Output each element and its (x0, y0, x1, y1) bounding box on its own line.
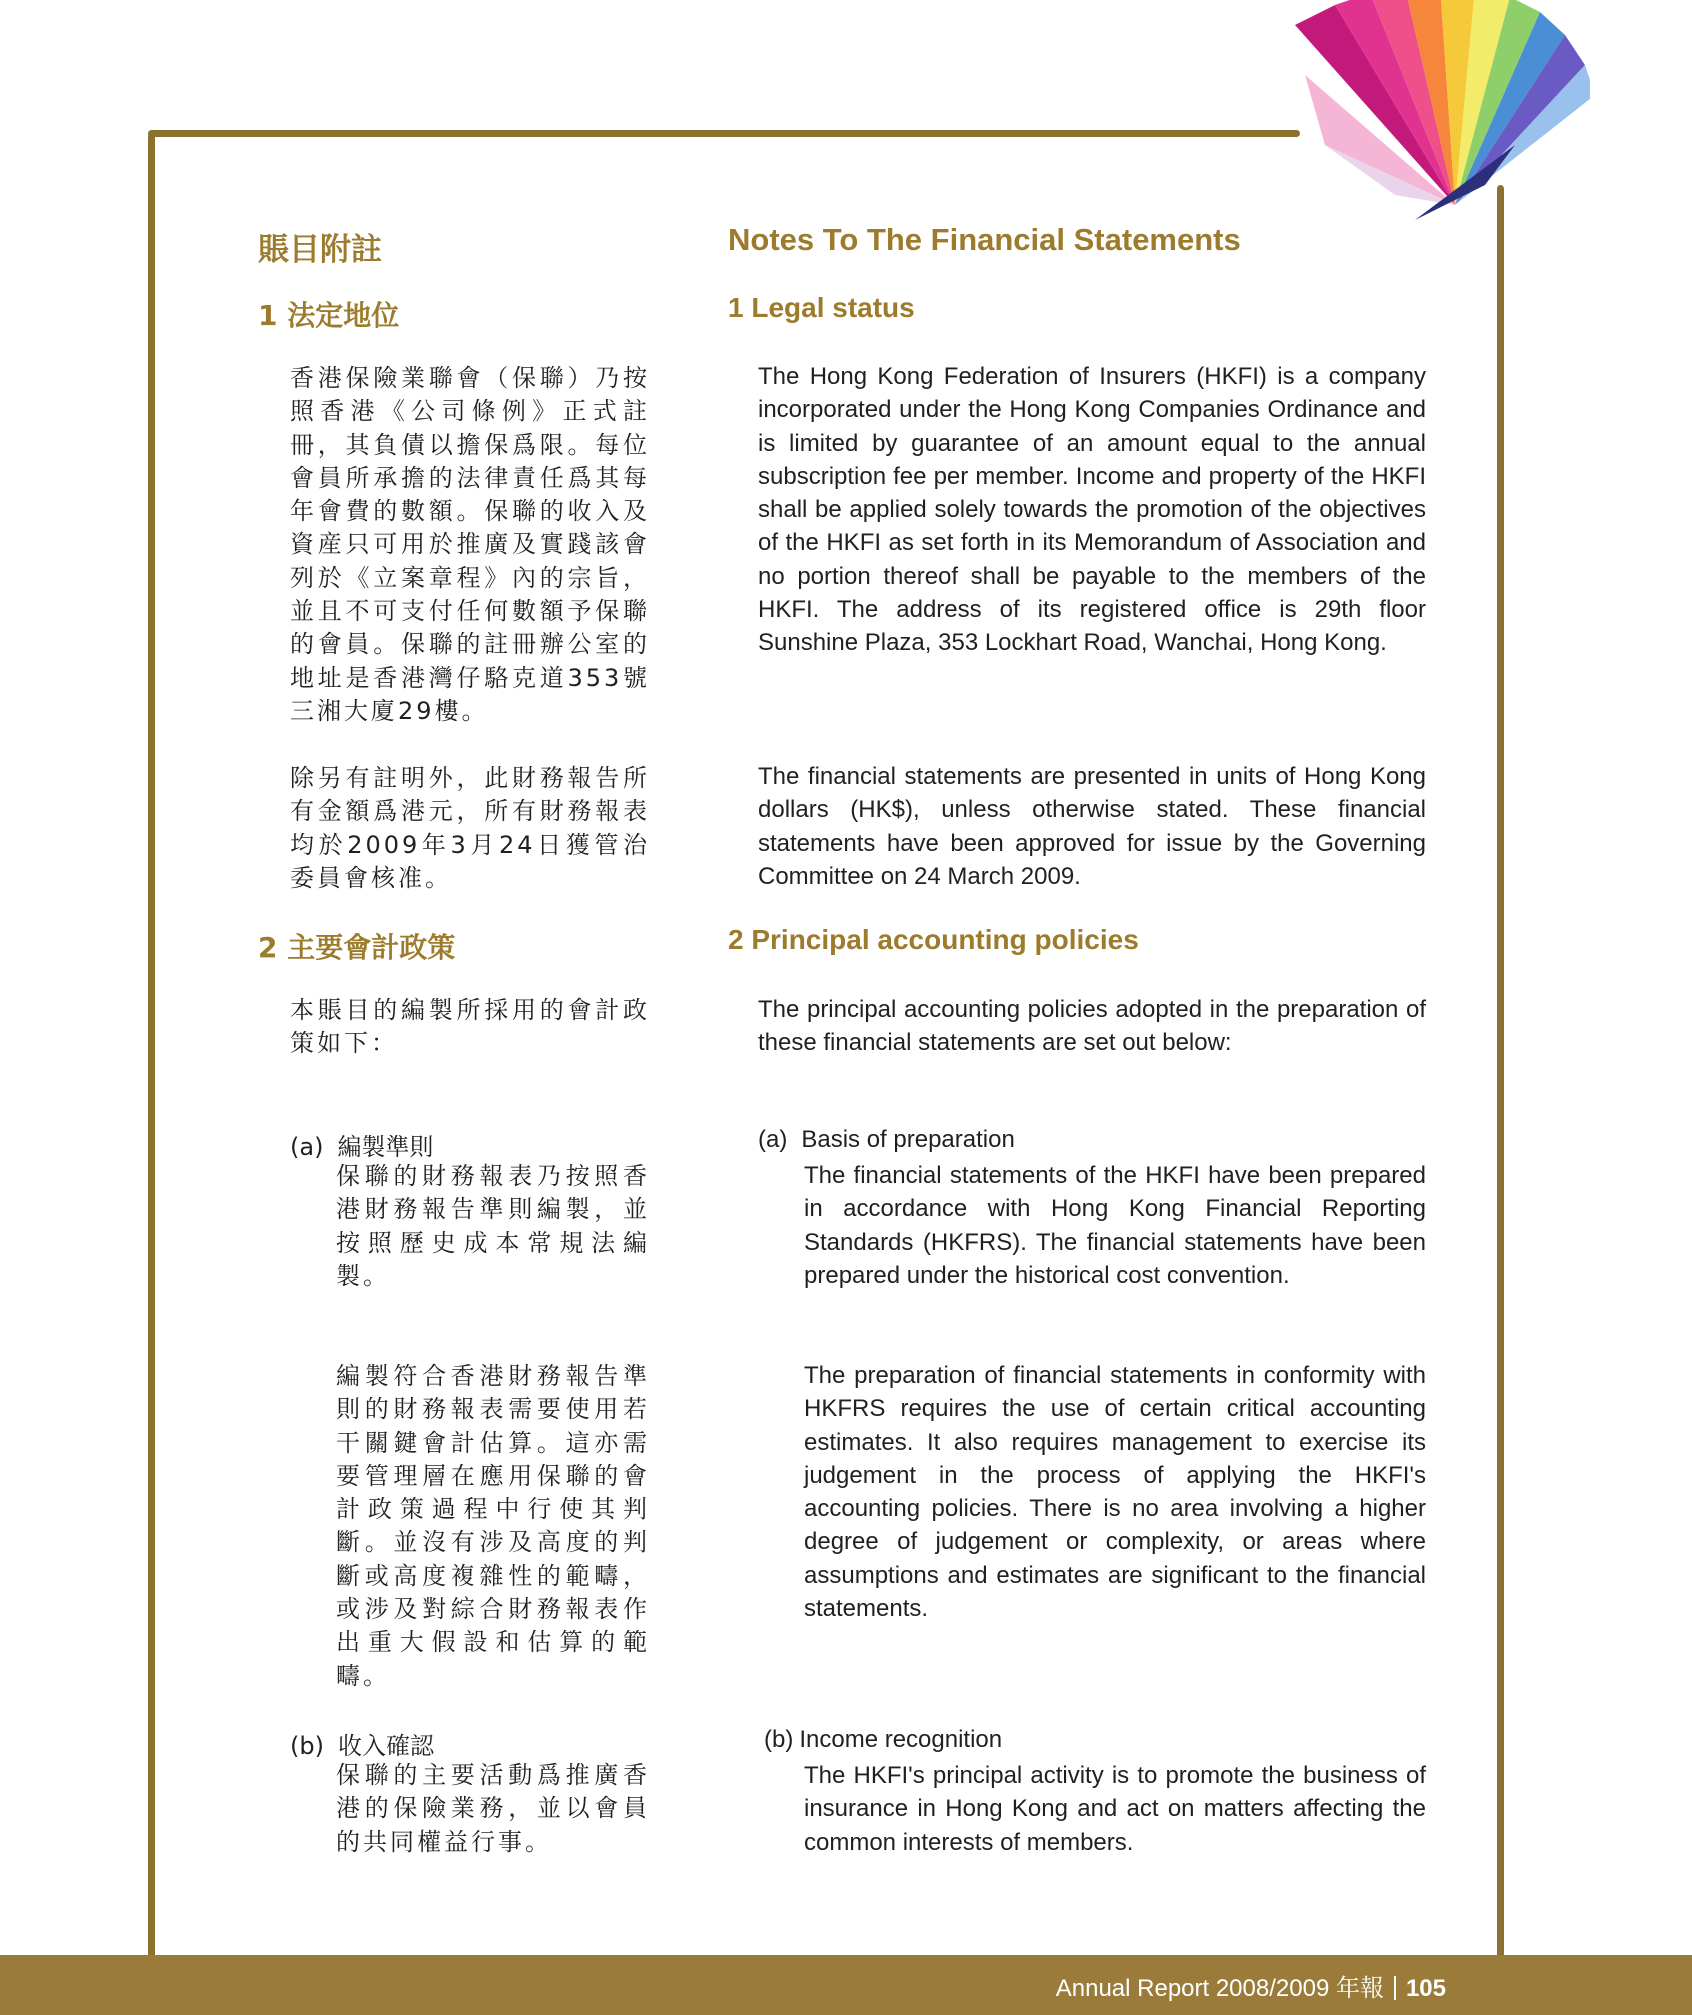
zh-item-a-paragraph-1: 保聯的財務報表乃按照香港財務報告準則編製，並按照歷史成本常規法編製。 (336, 1162, 650, 1290)
zh-item-a-title: 編製準則 (337, 1133, 434, 1161)
en-item-a-paragraph-1: The financial statements of the HKFI have been prepared in accordance with Hong Kong Financial Reporting Standards (HKFRS). The financial statements have been prepared under the historical cost convention. (804, 1162, 1426, 1289)
en-item-a-label: (a) (758, 1126, 788, 1153)
en-item-b-label: (b) (764, 1726, 794, 1753)
zh-section-1-paragraph-1: 香港保險業聯會（保聯）乃按照香港《公司條例》正式註冊，其負債以擔保爲限。每位會員所承擔的法律責任爲其每年會費的數額。保聯的收入及資産只可用於推廣及實踐該會列於《立案章程》內的宗旨，並且不可支付任何數額予保聯的會員。保聯的註冊辦公室的地址是香港灣仔駱克道353號三湘大廈29樓。 (290, 364, 650, 725)
en-item-b-paragraph: The HKFI's principal activity is to promote the business of insurance in Hong Kong and act on matters affecting the common interests of members. (804, 1762, 1426, 1856)
en-section-1-heading: 1 Legal status (728, 292, 915, 323)
en-item-b-heading (764, 1726, 1002, 1754)
zh-item-b-paragraph: 保聯的主要活動爲推廣香港的保險業務，並以會員的共同權益行事。 (336, 1761, 650, 1856)
en-section-2-heading: 2 Principal accounting policies (728, 924, 1139, 955)
frame-top-line (148, 130, 1300, 137)
en-item-b-title: Income recognition (799, 1726, 1003, 1753)
zh-section-1-paragraph-2: 除另有註明外，此財務報告所有金額爲港元，所有財務報表均於2009年3月24日獲管治委員會核准。 (290, 764, 650, 892)
footer (1056, 1968, 1446, 2003)
zh-item-a-heading (290, 1127, 433, 1162)
en-page-title: Notes To The Financial Statements (728, 222, 1241, 257)
en-item-a-paragraph-2: The preparation of financial statements in conformity with HKFRS requires the use of certain critical accounting estimates. It also requires management to exercise its judgement in the process of applying the HKFI's accounting policies. There is no area involving a higher degree of judgement or complexity, or areas where assumptions and estimates are significant to the financial statements. (804, 1362, 1426, 1623)
zh-section-2-heading: 2 主要會計政策 (258, 931, 456, 964)
zh-section-1-heading: 1 法定地位 (258, 299, 400, 332)
footer-separator (1394, 1976, 1396, 2000)
footer-report-title: Annual Report 2008/2009 年報 (1055, 1975, 1384, 2002)
en-section-1-paragraph-2: The financial statements are presented in units of Hong Kong dollars (HK$), unless otherwise stated. These financial statements have been approved for issue by the Governing Committee on 24 March 2009. (758, 763, 1426, 890)
zh-item-b-title: 收入確認 (337, 1732, 434, 1760)
en-item-a-title: Basis of preparation (801, 1126, 1015, 1153)
en-item-a-heading (758, 1126, 1015, 1154)
en-section-1-paragraph-1: The Hong Kong Federation of Insurers (HKFI) is a company incorporated under the Hong Kong Companies Ordinance and is limited by guarantee of an amount equal to the annual subscription fee per member. Income and property of the HKFI shall be applied solely towards the promotion of the objectives of the HKFI as set forth in its Memorandum of Association and no portion thereof shall be payable to the members of the HKFI. The address of its registered office is 29th floor Sunshine Plaza, 353 Lockhart Road, Wanchai, Hong Kong. (758, 363, 1426, 657)
en-section-2-paragraph: The principal accounting policies adopted in the preparation of these financial statements are set out below: (758, 996, 1426, 1057)
zh-item-b-heading (290, 1726, 434, 1761)
zh-item-b-label: (b) (290, 1732, 324, 1760)
zh-page-title: 賬目附註 (258, 232, 382, 268)
zh-item-a-paragraph-2: 編製符合香港財務報告準則的財務報表需要使用若干關鍵會計估算。這亦需要管理層在應用保聯的會計政策過程中行使其判斷。並沒有涉及高度的判斷或高度複雜性的範疇，或涉及對綜合財務報表作出重大假設和估算的範疇。 (336, 1362, 650, 1690)
color-swatch-fan-image (1290, 0, 1590, 230)
page-number: 105 (1405, 1975, 1446, 2002)
zh-item-a-label: (a) (290, 1133, 324, 1161)
zh-section-2-paragraph: 本賬目的編製所採用的會計政策如下： (290, 996, 650, 1058)
frame-right-line (1497, 185, 1504, 1963)
frame-left-line (148, 133, 155, 1963)
